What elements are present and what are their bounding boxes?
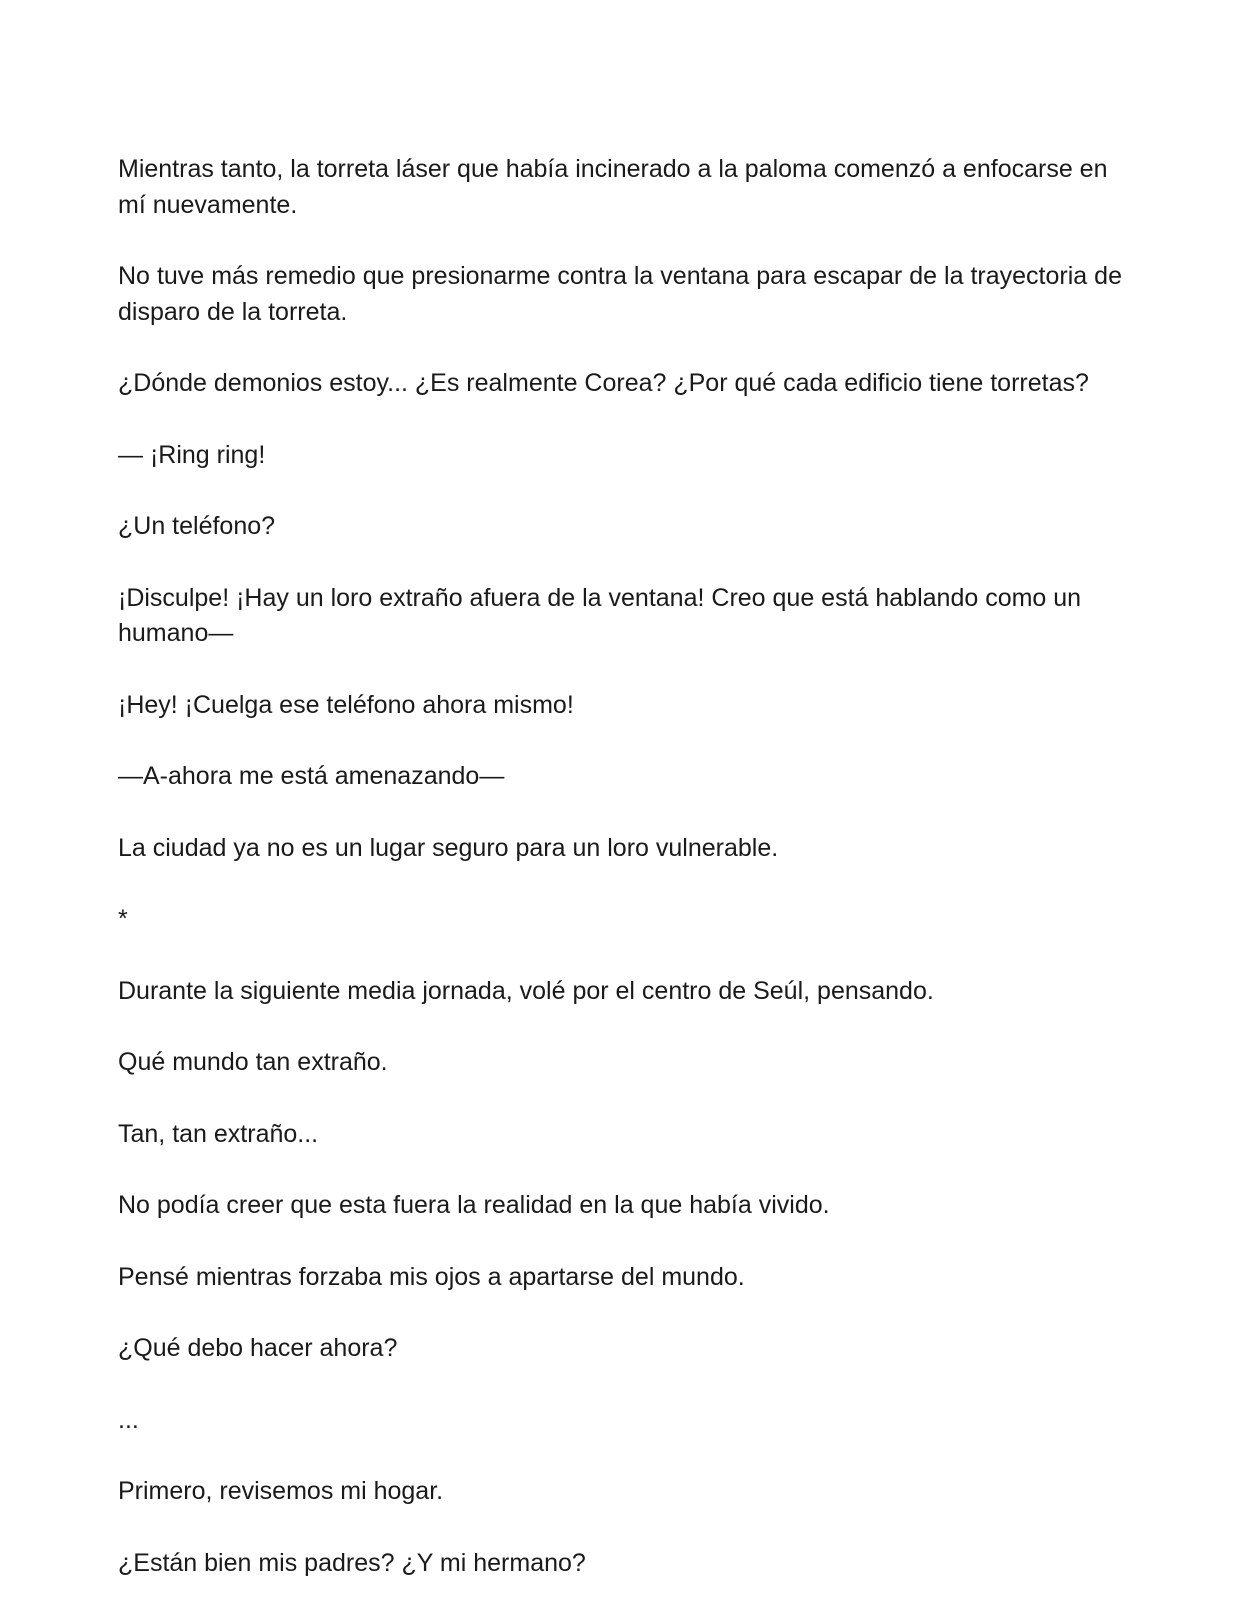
paragraph: —A-ahora me está amenazando— — [118, 762, 505, 790]
paragraph: ¿Están bien mis padres? ¿Y mi hermano? — [118, 1548, 586, 1577]
paragraph: ¡Disculpe! ¡Hay un loro extraño afuera de la ventana! Creo que está hablando como un humano— — [118, 583, 1082, 647]
scene-break: * — [118, 905, 128, 933]
paragraph: ... — [118, 1405, 139, 1434]
paragraph: Primero, revisemos mi hogar. — [118, 1477, 444, 1505]
paragraph: Mientras tanto, la torreta láser que había incinerado a la paloma comenzó a enfocarse en mí nuevamente. — [118, 155, 1108, 219]
paragraph: ¿Un teléfono? — [118, 512, 276, 540]
paragraph: Durante la siguiente media jornada, volé por el centro de Seúl, pensando. — [118, 976, 934, 1005]
body-text — [118, 152, 1122, 1617]
paragraph: ¡Hey! ¡Cuelga ese teléfono ahora mismo! — [118, 690, 574, 719]
paragraph: No tuve más remedio que presionarme contra la ventana para escapar de la trayectoria de disparo de la torreta. — [118, 262, 1122, 326]
paragraph: No podía creer que esta fuera la realidad en la que había vivido. — [118, 1191, 830, 1219]
paragraph: Qué mundo tan extraño. — [118, 1048, 388, 1076]
paragraph: La ciudad ya no es un lugar seguro para un loro vulnerable. — [118, 833, 779, 862]
paragraph: Tan, tan extraño... — [118, 1119, 319, 1148]
paragraph: ¿Dónde demonios estoy... ¿Es realmente Corea? ¿Por qué cada edificio tiene torretas? — [118, 369, 1089, 397]
paragraph: — ¡Ring ring! — [118, 440, 266, 469]
paragraph: Pensé mientras forzaba mis ojos a apartarse del mundo. — [118, 1262, 745, 1291]
paragraph: ¿Qué debo hacer ahora? — [118, 1334, 398, 1362]
